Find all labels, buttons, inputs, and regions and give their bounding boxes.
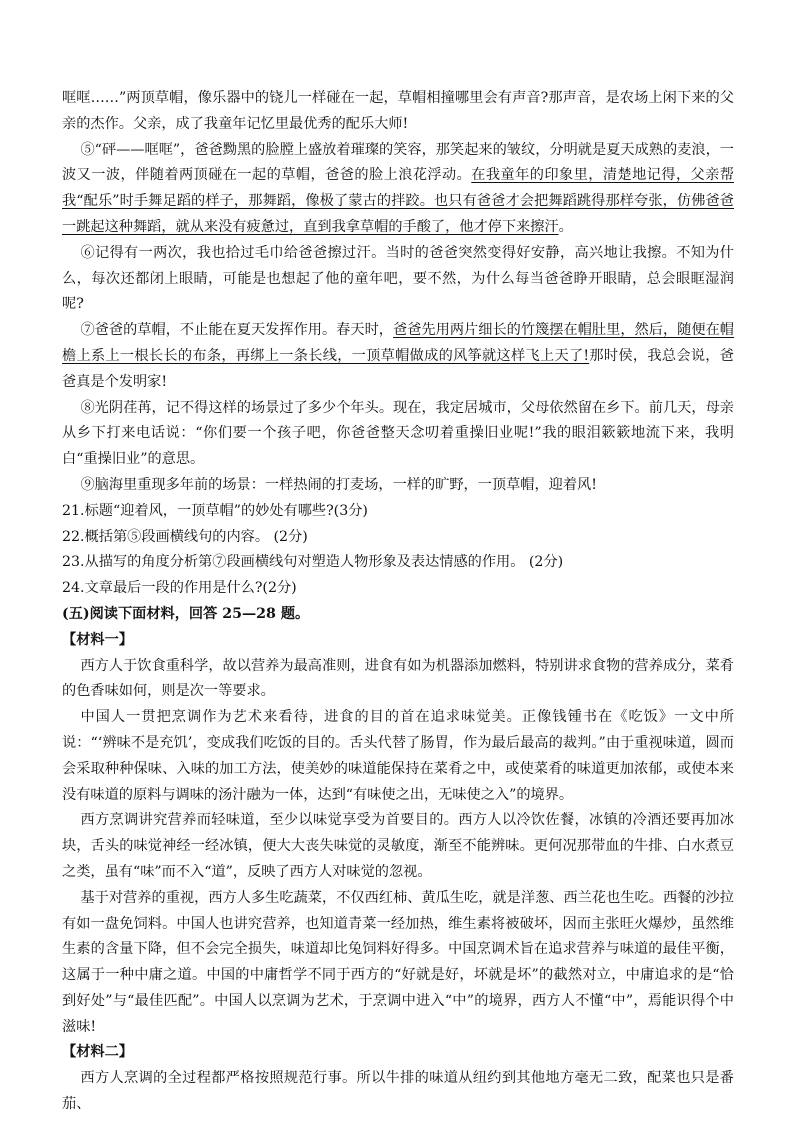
paragraph-7-text: ⑦爸爸的草帽，不止能在夏天发挥作用。春天时， bbox=[80, 322, 394, 339]
paragraph-7-tail: 那时侯，我总会说，爸爸真是个发明家! bbox=[62, 347, 734, 390]
paragraph-5-text: ⑤“砰——哐哐”，爸爸黝黑的脸膛上盛放着璀璨的笑容，那笑起来的皱纹，分明就是夏天成熟的麦浪，一波又一波，伴随着两顶碰在一起的草帽，爸爸的脸上浪花浮动。 bbox=[62, 141, 734, 184]
paragraph-5-underlined: 在我童年的印象里，清楚地记得，父亲帮我“配乐”时手舞足蹈的样子，那舞蹈，像极了蒙古的拌跤。也只有爸爸才会把舞蹈跳得那样夸张，仿佛爸爸一跳起这种舞蹈，就从来没有疲惫过，直到我拿草帽的手酸了，他才停下来擦汗 bbox=[62, 167, 734, 235]
paragraph-5-tail: 。 bbox=[558, 218, 573, 235]
material-2-heading: 【材料二】 bbox=[62, 1044, 133, 1061]
material-1-paragraph: 基于对营养的重视，西方人多生吃蔬菜，不仅西红柿、黄瓜生吃，就是洋葱、西兰花也生吃。西餐的沙拉有如一盘免饲料。中国人也讲究营养，也知道青菜一经加热，维生素将被破坏，因而主张旺火爆炒，虽然维生素的含量下降，但不会完全损失，味道却比兔饲料好得多。中国烹调术旨在追求营养与味道的最佳平衡，这属于一种中庸之道。中国的中庸哲学不同于西方的“好就是好，坏就是坏”的截然对立，中庸追求的是“恰到好处”与“最佳匹配”。中国人以烹调为艺术，于烹调中进入“中”的境界，西方人不懂“中”，焉能识得个中滋味! bbox=[62, 889, 734, 1035]
question-22: 22.概括第⑤段画横线句的内容。 (2分) bbox=[62, 528, 308, 545]
material-1-heading: 【材料一】 bbox=[62, 631, 133, 648]
paragraph-6: ⑥记得有一两次，我也拾过毛巾给爸爸擦过汗。当时的爸爸突然变得好安静，高兴地让我擦。不知为什么，每次还都闭上眼睛，可能是也想起了他的童年吧，要不然，为什么每当爸爸睁开眼睛，总会眼眶湿润呢? bbox=[62, 244, 734, 313]
question-21: 21.标题“迎着风，一顶草帽”的妙处有哪些?(3分) bbox=[62, 502, 368, 519]
material-2-paragraph: 西方人烹调的全过程都严格按照规范行事。所以牛排的味道从纽约到其他地方毫无二致，配菜也只是番茄、 bbox=[62, 1070, 734, 1113]
paragraph-7 bbox=[62, 318, 734, 395]
paragraph-7-underlined: 爸爸先用两片细长的竹篾摆在帽肚里，然后，随便在帽檐上系上一根长长的布条，再绑上一条长线，一顶草帽做成的风筝就这样飞上天了! bbox=[62, 322, 734, 364]
paragraph-4-end: 哐哐……”两顶草帽，像乐器中的铙儿一样碰在一起，草帽相撞哪里会有声音?那声音，是农场上闲下来的父亲的杰作。父亲，成了我童年记忆里最优秀的配乐大师! bbox=[62, 90, 734, 132]
material-1-paragraph: 西方人于饮食重科学，故以营养为最高准则，进食有如为机器添加燃料，特别讲求食物的营养成分，菜肴的色香味如何，则是次一等要求。 bbox=[62, 657, 734, 700]
material-1-paragraph: 西方烹调讲究营养而轻味道，至少以味觉享受为首要目的。西方人以冷饮佐餐，冰镇的冷酒还要再加冰块，舌头的味觉神经一经冰镇，便大大丧失味觉的灵敏度，渐至不能辨味。更何况那带血的牛排、白水煮豆之类，虽有“味”而不入“道”，反映了西方人对味觉的忽视。 bbox=[62, 812, 734, 880]
document-page bbox=[62, 86, 734, 1118]
material-1-paragraph: 中国人一贯把烹调作为艺术来看待，进食的目的首在追求味觉美。正像钱锺书在《吃饭》一文中所说：“‘辨味不是充饥’，变成我们吃饭的目的。舌头代替了肠胃，作为最后最高的裁判。”由于重视味道，圆而会采取种种保味、入味的加工方法，使美妙的味道能保持在菜肴之中，或使菜肴的味道更加浓郁，或使本来没有味道的原料与调味的汤汁融为一体，达到“有味使之出，无味使之入”的境界。 bbox=[62, 709, 734, 803]
question-23: 23.从描写的角度分析第⑦段画横线句对塑造人物形象及表达情感的作用。 (2分) bbox=[62, 554, 564, 571]
section-5-heading: (五)阅读下面材料，回答 25—28 题。 bbox=[62, 605, 310, 622]
question-24: 24.文章最后一段的作用是什么?(2分) bbox=[62, 580, 297, 597]
paragraph-5 bbox=[62, 138, 734, 241]
paragraph-9: ⑨脑海里重现多年前的场景：一样热闹的打麦场，一样的旷野，一顶草帽，迎着风! bbox=[80, 476, 597, 493]
paragraph-8: ⑧光阴荏苒，记不得这样的场景过了多少个年头。现在，我定居城市，父母依然留在乡下。前几天，母亲从乡下打来电话说：“你们要一个孩子吧，你爸爸整天念叨着重操旧业呢!”我的眼泪簌簌地流下来，我明白“重操旧业”的意思。 bbox=[62, 399, 734, 468]
